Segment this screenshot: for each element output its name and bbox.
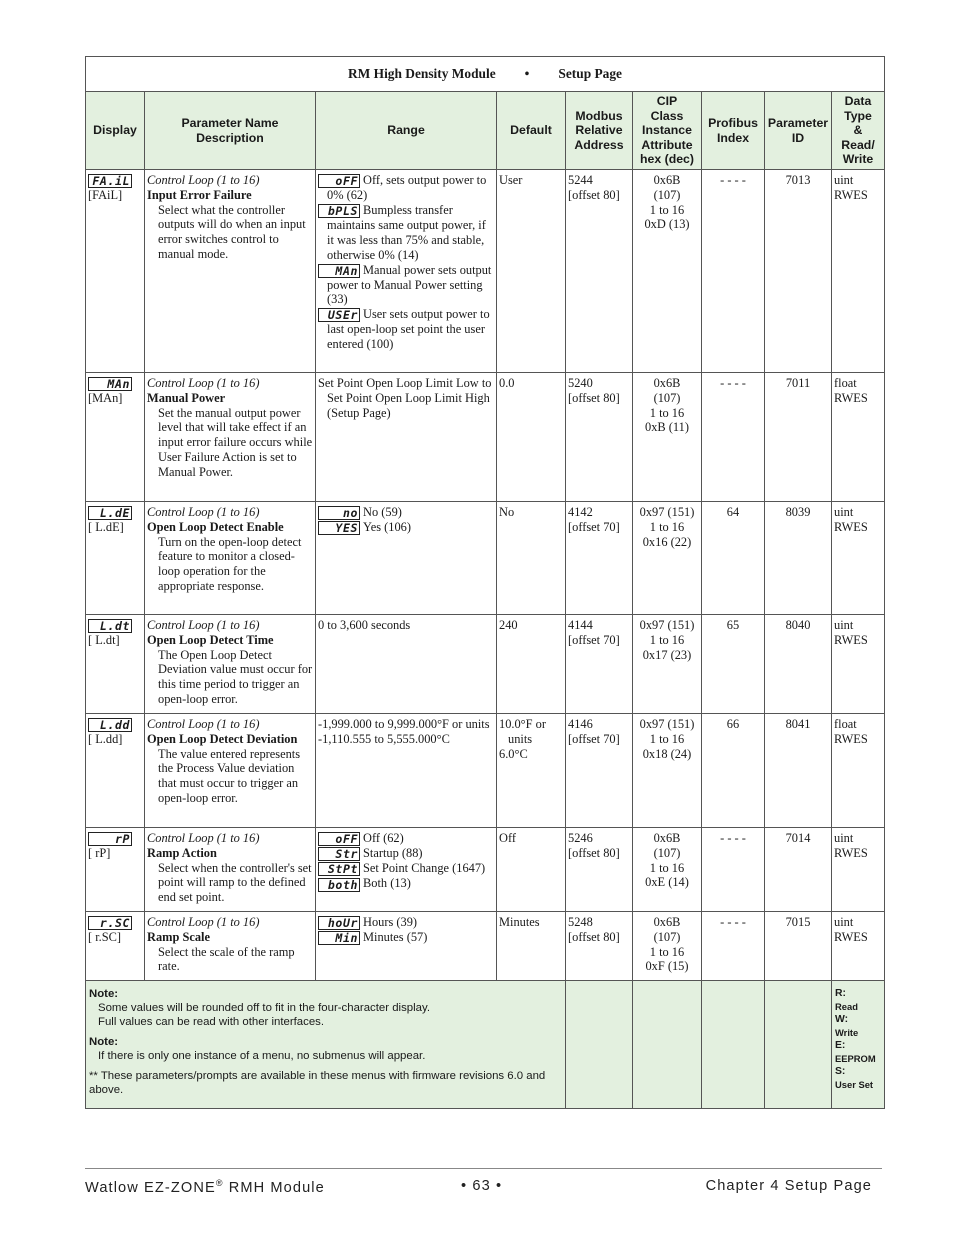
profibus-cell: - - - - xyxy=(702,170,765,373)
cip-line: 1 to 16 xyxy=(649,519,685,534)
data-type: uint xyxy=(834,915,854,929)
range-option xyxy=(318,876,494,891)
header-text: & xyxy=(853,123,863,138)
display-cell xyxy=(86,373,145,502)
legend-text: Write xyxy=(835,1027,859,1038)
range-cell xyxy=(316,714,497,828)
lcd-option: StPt xyxy=(318,862,360,876)
cip-cell xyxy=(633,912,702,981)
notes-blank xyxy=(765,981,832,1109)
cip-line: 0x6B xyxy=(653,915,681,929)
default-cell: Minutes xyxy=(497,912,566,981)
legend-item xyxy=(835,1013,881,1039)
param-name: Open Loop Detect Enable xyxy=(147,519,284,534)
cip-line: 1 to 16 xyxy=(649,405,685,420)
range-option-text: Both (13) xyxy=(363,876,411,891)
registered-mark: ® xyxy=(215,1178,224,1188)
table-row xyxy=(86,714,885,828)
range-option xyxy=(318,915,494,930)
legend-text: EEPROM xyxy=(835,1053,876,1064)
cip-cell xyxy=(633,502,702,615)
default-cell xyxy=(497,714,566,828)
lcd-prompt: L.dd xyxy=(88,718,132,732)
footer-module: RMH Module xyxy=(223,1179,325,1196)
title-module: RM High Density Module xyxy=(348,65,496,81)
cip-line: 0x17 (23) xyxy=(642,647,692,662)
param-description: Set the manual output power level that will take effect if an input error failure occurs while User Failure Action is set to Manual Power. xyxy=(158,405,313,479)
profibus-cell: 64 xyxy=(702,502,765,615)
modbus-offset: [offset 70] xyxy=(568,731,620,746)
range-cell xyxy=(316,502,497,615)
cip-cell xyxy=(633,170,702,373)
header-text: ID xyxy=(791,130,805,145)
cip-line: 0x97 (151) xyxy=(639,717,695,731)
modbus-address: 4142 xyxy=(568,505,593,519)
cip-line: 0xF (15) xyxy=(645,959,689,974)
default-cell: No xyxy=(497,502,566,615)
footer-product xyxy=(85,1178,325,1196)
header-text: Parameter xyxy=(767,115,829,130)
header-text: Default xyxy=(510,123,552,138)
range-cell xyxy=(316,373,497,502)
legend-text: User Set xyxy=(835,1079,874,1090)
range-cell xyxy=(316,828,497,912)
cip-line: (107) xyxy=(653,845,681,860)
modbus-cell xyxy=(566,714,633,828)
param-cell xyxy=(145,615,316,714)
display-cell xyxy=(86,502,145,615)
param-id-cell: 8040 xyxy=(765,615,832,714)
table-row xyxy=(86,170,885,373)
range-text: 0 to 3,600 seconds xyxy=(318,618,411,632)
display-code: [FAiL] xyxy=(88,188,123,203)
lcd-prompt: r.SC xyxy=(88,916,132,930)
param-cell xyxy=(145,714,316,828)
lcd-option: both xyxy=(318,878,360,892)
lcd-option: YES xyxy=(318,521,360,535)
data-type-cell xyxy=(832,373,885,502)
table-row xyxy=(86,373,885,502)
header-text: Attribute xyxy=(641,137,693,152)
range-option-text: Yes (106) xyxy=(363,520,411,535)
cip-line: 0xE (14) xyxy=(645,875,689,890)
param-description: The Open Loop Detect Deviation value must occur for this time period to trigger an open-loop error. xyxy=(158,647,313,706)
range-cell xyxy=(316,170,497,373)
modbus-address: 4146 xyxy=(568,717,593,731)
range-option-text: Manual power sets output power to Manual Power setting (33) xyxy=(327,262,492,307)
page-footer xyxy=(85,1168,882,1196)
header-display-label: Display xyxy=(93,123,137,138)
legend-key: S: xyxy=(835,1066,846,1077)
lcd-option: oFF xyxy=(318,832,360,846)
note-line: If there is only one instance of a menu, no submenus will appear. xyxy=(98,1050,426,1062)
cip-line: 0x97 (151) xyxy=(639,618,695,632)
lcd-prompt: MAn xyxy=(88,377,132,391)
param-id-cell: 7013 xyxy=(765,170,832,373)
note-label: Note: xyxy=(89,1036,119,1048)
lcd-prompt: rP xyxy=(88,832,132,846)
display-cell xyxy=(86,615,145,714)
range-option xyxy=(318,846,494,861)
header-text: Description xyxy=(196,130,264,145)
param-id-cell: 8041 xyxy=(765,714,832,828)
notes-cell xyxy=(86,981,566,1109)
data-type-cell xyxy=(832,615,885,714)
cip-line: 0x18 (24) xyxy=(642,746,692,761)
header-display xyxy=(86,92,145,170)
lcd-option: Min xyxy=(318,931,360,945)
header-profibus xyxy=(702,92,765,170)
loop-scope: Control Loop (1 to 16) xyxy=(147,717,260,731)
modbus-offset: [offset 80] xyxy=(568,845,620,860)
header-data-type xyxy=(832,92,885,170)
range-option xyxy=(318,173,494,203)
setup-parameter-table xyxy=(85,56,885,1109)
data-type-cell xyxy=(832,502,885,615)
display-code: [ L.dE] xyxy=(88,520,124,535)
table-title-row xyxy=(86,57,885,92)
param-cell xyxy=(145,170,316,373)
page-number: • 63 • xyxy=(461,1178,503,1194)
legend-item xyxy=(835,1065,881,1091)
param-cell xyxy=(145,373,316,502)
header-text: Range xyxy=(387,123,425,138)
cip-line: 0x97 (151) xyxy=(639,505,695,519)
range-option-text: Minutes (57) xyxy=(363,930,428,945)
modbus-offset: [offset 80] xyxy=(568,390,620,405)
cip-line: (107) xyxy=(653,187,681,202)
display-code: [ r.SC] xyxy=(88,930,122,945)
header-range xyxy=(316,92,497,170)
display-cell xyxy=(86,828,145,912)
cip-line: 0x6B xyxy=(653,376,681,390)
range-option xyxy=(318,831,494,846)
data-type-cell xyxy=(832,170,885,373)
table-row xyxy=(86,502,885,615)
legend-item xyxy=(835,987,881,1013)
data-type-cell xyxy=(832,828,885,912)
profibus-cell: 65 xyxy=(702,615,765,714)
display-code: [ L.dt] xyxy=(88,633,120,648)
notes-blank xyxy=(702,981,765,1109)
loop-scope: Control Loop (1 to 16) xyxy=(147,831,260,845)
notes-row xyxy=(86,981,885,1109)
cip-line: 0x6B xyxy=(653,831,681,845)
param-description: Select when the controller's set point will ramp to the defined end set point. xyxy=(158,860,312,905)
parameter-table-page xyxy=(85,56,884,1109)
header-default xyxy=(497,92,566,170)
header-cip xyxy=(633,92,702,170)
footer-chapter: Chapter 4 Setup Page xyxy=(705,1178,872,1194)
range-cell xyxy=(316,615,497,714)
header-text: Type xyxy=(844,108,872,123)
loop-scope: Control Loop (1 to 16) xyxy=(147,618,260,632)
range-option xyxy=(318,203,494,263)
lcd-option: USEr xyxy=(318,308,360,322)
lcd-prompt: L.dt xyxy=(88,619,132,633)
cip-line: 0xD (13) xyxy=(644,217,690,232)
param-cell xyxy=(145,502,316,615)
param-name: Open Loop Detect Deviation xyxy=(147,731,298,746)
loop-scope: Control Loop (1 to 16) xyxy=(147,915,260,929)
header-text: Read/ xyxy=(841,137,875,152)
lcd-option: Str xyxy=(318,847,360,861)
cip-cell xyxy=(633,615,702,714)
title-separator: • xyxy=(524,65,530,81)
modbus-cell xyxy=(566,373,633,502)
read-write: RWES xyxy=(834,731,868,746)
default-line: 10.0°F or units xyxy=(499,717,546,746)
cip-cell xyxy=(633,714,702,828)
cip-line: 1 to 16 xyxy=(649,632,685,647)
modbus-offset: [offset 70] xyxy=(568,519,620,534)
range-option-text: Bumpless transfer maintains same output power, if it was less than 75% and stable, otherwise 0% (14) xyxy=(327,202,486,262)
title-page: Setup Page xyxy=(558,65,622,81)
range-cell xyxy=(316,912,497,981)
legend-key: R: xyxy=(835,988,846,999)
lcd-option: MAn xyxy=(318,264,360,278)
range-option xyxy=(318,307,494,352)
data-type: uint xyxy=(834,618,854,632)
lcd-option: bPLS xyxy=(318,204,360,218)
header-text: Index xyxy=(716,130,750,145)
lcd-option: oFF xyxy=(318,174,360,188)
range-option-text: No (59) xyxy=(363,505,402,519)
profibus-cell: - - - - xyxy=(702,828,765,912)
range-option xyxy=(318,520,494,535)
rw-legend xyxy=(832,981,885,1109)
read-write: RWES xyxy=(834,845,868,860)
firmware-note: ** These parameters/prompts are available in these menus with firmware revisions 6.0 and above. xyxy=(89,1070,546,1096)
param-id-cell: 7014 xyxy=(765,828,832,912)
range-option xyxy=(318,263,494,308)
param-cell xyxy=(145,828,316,912)
cip-line: (107) xyxy=(653,929,681,944)
param-name: Manual Power xyxy=(147,390,226,405)
profibus-cell: 66 xyxy=(702,714,765,828)
cip-cell xyxy=(633,373,702,502)
loop-scope: Control Loop (1 to 16) xyxy=(147,376,260,390)
data-type: float xyxy=(834,376,857,390)
range-option-text: Off, sets output power to 0% (62) xyxy=(327,173,487,203)
param-name: Ramp Scale xyxy=(147,929,210,944)
read-write: RWES xyxy=(834,519,868,534)
note-label: Note: xyxy=(89,988,119,1000)
default-cell: 240 xyxy=(497,615,566,714)
legend-key: E: xyxy=(835,1040,846,1051)
display-code: [MAn] xyxy=(88,391,123,406)
modbus-address: 4144 xyxy=(568,618,593,632)
display-code: [ L.dd] xyxy=(88,732,123,747)
modbus-cell xyxy=(566,828,633,912)
data-type: uint xyxy=(834,505,854,519)
param-description: Select what the controller outputs will do when an input error switches control to manual mode. xyxy=(158,202,306,261)
profibus-cell: - - - - xyxy=(702,373,765,502)
read-write: RWES xyxy=(834,929,868,944)
cip-line: 0x6B xyxy=(653,173,681,187)
range-option-text: Startup (88) xyxy=(363,846,423,861)
table-row xyxy=(86,828,885,912)
cip-line: 1 to 16 xyxy=(649,944,685,959)
modbus-cell xyxy=(566,615,633,714)
cip-line: 1 to 16 xyxy=(649,202,685,217)
display-cell xyxy=(86,912,145,981)
note-line: Full values can be read with other interfaces. xyxy=(98,1016,325,1028)
cip-line: 1 to 16 xyxy=(649,731,685,746)
modbus-address: 5240 xyxy=(568,376,593,390)
modbus-offset: [offset 70] xyxy=(568,632,620,647)
range-line: -1,110.555 to 5,555.000°C xyxy=(318,731,450,746)
param-id-cell: 8039 xyxy=(765,502,832,615)
modbus-cell xyxy=(566,502,633,615)
data-type: float xyxy=(834,717,857,731)
legend-key: W: xyxy=(835,1014,849,1025)
cip-line: 0x16 (22) xyxy=(642,534,692,549)
loop-scope: Control Loop (1 to 16) xyxy=(147,173,260,187)
header-text: Relative xyxy=(575,123,623,138)
param-name: Open Loop Detect Time xyxy=(147,632,274,647)
data-type-cell xyxy=(832,714,885,828)
header-text: Address xyxy=(574,137,624,152)
lcd-prompt: FA.iL xyxy=(88,174,132,188)
header-text: Write xyxy=(842,152,874,167)
data-type: uint xyxy=(834,831,854,845)
table-row xyxy=(86,912,885,981)
notes-blank xyxy=(566,981,633,1109)
header-text: hex (dec) xyxy=(640,152,694,167)
table-title xyxy=(86,57,885,92)
loop-scope: Control Loop (1 to 16) xyxy=(147,505,260,519)
data-type: uint xyxy=(834,173,854,187)
table-row xyxy=(86,615,885,714)
range-option-text: Hours (39) xyxy=(363,915,418,929)
header-modbus xyxy=(566,92,633,170)
param-id-cell: 7015 xyxy=(765,912,832,981)
range-option xyxy=(318,930,494,945)
lcd-prompt: L.dE xyxy=(88,506,132,520)
param-description: Turn on the open-loop detect feature to monitor a closed-loop operation for the appropriate response. xyxy=(158,534,302,593)
default-cell: Off xyxy=(497,828,566,912)
param-description: Select the scale of the ramp rate. xyxy=(158,944,295,974)
header-text: Parameter Name xyxy=(181,115,279,130)
display-code: [ rP] xyxy=(88,846,111,861)
modbus-address: 5244 xyxy=(568,173,593,187)
default-line: 6.0°C xyxy=(499,746,528,761)
range-option-text: User sets output power to last open-loop set point the user entered (100) xyxy=(327,307,490,352)
default-cell: User xyxy=(497,170,566,373)
header-param-name xyxy=(145,92,316,170)
range-option xyxy=(318,505,494,520)
modbus-cell xyxy=(566,912,633,981)
note-line: Some values will be rounded off to fit in the four-character display. xyxy=(98,1002,430,1014)
modbus-offset: [offset 80] xyxy=(568,187,620,202)
cip-cell xyxy=(633,828,702,912)
legend-text: Read xyxy=(835,1001,858,1012)
header-text: Profibus xyxy=(708,115,758,130)
header-text: Class xyxy=(650,108,684,123)
read-write: RWES xyxy=(834,187,868,202)
header-text: Instance xyxy=(642,123,692,138)
cip-line: 1 to 16 xyxy=(649,860,685,875)
read-write: RWES xyxy=(834,390,868,405)
profibus-cell: - - - - xyxy=(702,912,765,981)
param-name: Ramp Action xyxy=(147,845,217,860)
lcd-option: hoUr xyxy=(318,916,360,930)
modbus-offset: [offset 80] xyxy=(568,929,620,944)
default-cell: 0.0 xyxy=(497,373,566,502)
param-description: The value entered represents the Process Value deviation that must occur to trigger an open-loop error. xyxy=(158,746,301,805)
legend-item xyxy=(835,1039,881,1065)
data-type-cell xyxy=(832,912,885,981)
read-write: RWES xyxy=(834,632,868,647)
modbus-address: 5248 xyxy=(568,915,593,929)
param-cell xyxy=(145,912,316,981)
header-text: Data xyxy=(844,94,872,109)
modbus-address: 5246 xyxy=(568,831,593,845)
footer-brand: Watlow EZ-ZONE xyxy=(85,1179,216,1196)
display-cell xyxy=(86,714,145,828)
table-header-row xyxy=(86,92,885,170)
param-id-cell: 7011 xyxy=(765,373,832,502)
lcd-option: no xyxy=(318,506,360,520)
display-cell xyxy=(86,170,145,373)
param-name: Input Error Failure xyxy=(147,187,252,202)
cip-line: 0xB (11) xyxy=(645,420,689,435)
header-param-id xyxy=(765,92,832,170)
range-option-text: Set Point Change (1647) xyxy=(363,861,486,876)
range-option-text: Off (62) xyxy=(363,831,404,845)
modbus-cell xyxy=(566,170,633,373)
cip-line: (107) xyxy=(653,390,681,405)
range-line: -1,999.000 to 9,999.000°F or units xyxy=(318,717,490,731)
range-option xyxy=(318,861,494,876)
notes-blank xyxy=(633,981,702,1109)
header-text: Modbus xyxy=(575,108,623,123)
header-text: CIP xyxy=(656,94,678,109)
range-text: Set Point Open Loop Limit Low to Set Point Open Loop Limit High (Setup Page) xyxy=(318,376,492,420)
